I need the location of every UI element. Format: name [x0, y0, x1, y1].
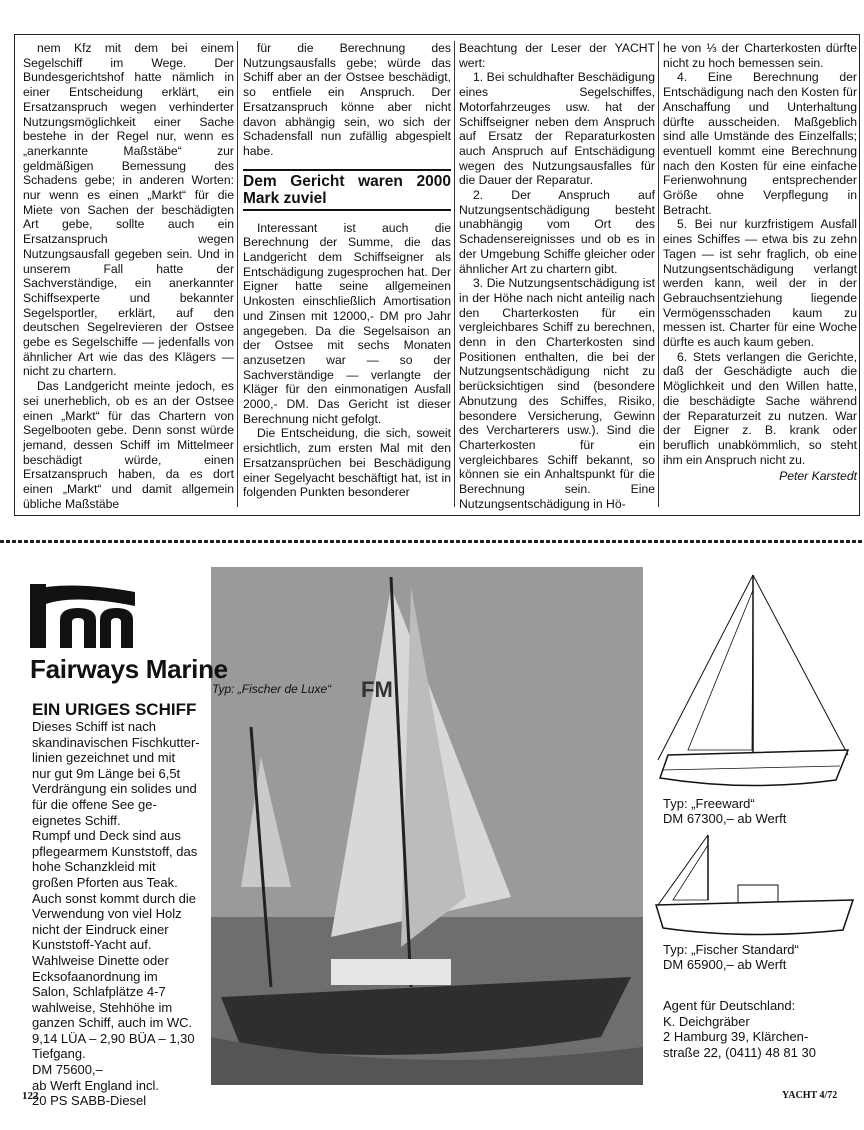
article-subheading: Dem Gericht waren 2000 Mark zuviel — [243, 169, 451, 211]
sailboat-photo — [211, 567, 643, 1085]
article-paragraph: für die Berechnung des Nutzungsausfalls gebe; würde das Schiff aber an der Ostsee beschädigt, so entfiele ein Anspruch. Der Ersatzanspruch könne aber nicht davon abhängig sein, wo sich der Schadensfall nun zufällig abgespielt habe. — [243, 41, 451, 158]
article-box — [14, 34, 860, 516]
column-rule — [454, 41, 455, 507]
brand-name: Fairways Marine — [30, 654, 228, 684]
svg-text:FM: FM — [361, 677, 393, 702]
article-paragraph: Das Landgericht meinte jedoch, es sei unerheblich, ob es an der Ostsee einen „Markt“ für das Chartern von Segelbooten gebe. Denn sonst würde jemand, dessen Schiff im Mittelmeer beschädigt würde, einen Ersatzanspruch haben, da es dort einen „Markt“ und damit allgemein übliche Maßstäbe — [23, 379, 234, 511]
section-divider — [0, 540, 864, 543]
article-column-4 — [663, 41, 857, 484]
article-column-3 — [459, 41, 655, 512]
article-paragraph: Die Entscheidung, die sich, soweit ersichtlich, zum ersten Mal mit den Ersatzansprüchen bei Beschädigung einer Segelyacht beschäftigt hat, ist in folgenden Punkten besonderer — [243, 426, 451, 500]
ad-description: Dieses Schiff ist nach skandinavischen Fischkutter- linien gezeichnet und mit nur gut 9m Länge bei 6,5t Verdrängung ein solides und für die offene See ge- eignetes Schiff. Rumpf und Deck sind aus pflegearmem Kunststoff, das hohe Schanzkleid mit großen Pforten aus Teak. Auch sonst kommt durch die Verwendung von viel Holz nicht der Eindruck einer Kunststoff-Yacht auf. Wahlweise Dinette oder Ecksofaanordnung im Salon, Schlafplätze 4-7 wahlweise, Stehhöhe im ganzen Schiff, auch im WC. 9,14 LÜA – 2,90 BÜA – 1,30 Tiefgang. DM 75600,– ab Werft England incl. 20 PS SABB-Diesel — [32, 719, 200, 1109]
article-paragraph: he von ⅓ der Charterkosten dürfte nicht zu hoch bemessen sein. — [663, 41, 857, 70]
article-paragraph: Beachtung der Leser der YACHT wert: — [459, 41, 655, 70]
agent-contact: Agent für Deutschland: K. Deichgräber 2 Hamburg 39, Klärchen- straße 22, (0411) 48 81 30 — [663, 998, 816, 1060]
fischer-standard-caption: Typ: „Fischer Standard“ DM 65900,– ab Werft — [663, 942, 799, 972]
ad-title: EIN URIGES SCHIFF — [32, 700, 197, 719]
article-column-1 — [23, 41, 234, 512]
article-paragraph: Interessant ist auch die Berechnung der Summe, die das Landgericht dem Schiffseigner als Entschädigung zugesprochen hat. Der Eigner hatte seine allgemeinen Unkosten einschließlich Amortisation und Zinsen mit 12000,- DM pro Jahr angegeben. Da die Segelsaison an der Ostsee mit sechs Monaten anzusetzen war — so der Sachverständige — verlangte der Kläger für den einmonatigen Ausfall 2000,- DM. Das Gericht ist dieser Berechnung nicht gefolgt. — [243, 220, 451, 426]
article-paragraph: 6. Stets verlangen die Gerichte, daß der Geschädigte auch die Möglichkeit und den Willen hatte, die beschädigte Sache während der Reparaturzeit zu nutzen. War der Eigner z. B. krank oder beruflich unabkömmlich, so steht ihm ein Anspruch nicht zu. — [663, 349, 857, 467]
column-rule — [658, 41, 659, 507]
page-number: 122 — [22, 1090, 39, 1102]
article-paragraph: 4. Eine Berechnung der Entschädigung nach den Kosten für Anschaffung und Unterhaltung dürfte ausscheiden. Maßgeblich sind alle Umstände des Einzelfalls; eventuell kommt eine Berechnung nach den Kosten für eine einfache Ferienwohnung entsprechender Größe ohne Verpflegung in Betracht. — [663, 70, 857, 217]
article-paragraph: nem Kfz mit dem bei einem Segelschiff im Wege. Der Bundesgerichtshof hatte nämlich in einer Entscheidung erklärt, ein Ersatzanspruch wegen verhinderter Nutzungsmöglichkeit einer Sache bestehe in der Regel nur, wenn es „anerkannte Maßstäbe“ zur geldmäßigen Bemessung des Schadens gebe; in anderen Worten: nur wenn es einen „Markt“ für die Miete von Sachen der beschädigten Art gebe, sollte auch ein Ersatzanspruch wegen Nutzungsausfall gegeben sein. Und in unserem Fall hatte der Sachverständige, ein anerkannter Schiffsexperte und bekannter Segelsportler, erklärt, auf den deutschen Segelrevieren der Ostsee gebe es Segelschiffe — jedenfalls von ähnlicher Art wie das des Klägers — nicht zu chartern. — [23, 41, 234, 379]
boat-type-tag: Typ: „Fischer de Luxe“ — [212, 682, 332, 696]
article-paragraph: 2. Der Anspruch auf Nutzungsentschädigung besteht unabhängig vom Ort des Schadensereignisses und ob es in der Umgebung Schiffe gleicher oder ähnlicher Art zu chartern gibt. — [459, 188, 655, 276]
article-paragraph: 5. Bei nur kurzfristigem Ausfall eines Schiffes — etwa bis zu zehn Tagen — ist sehr fraglich, ob eine Nutzungsentschädigung verlangt werden kann, weil der in der Gebrauchsentziehung liegende Vermögensschaden kaum zu messen ist. Charter für eine Woche dürfte es auch kaum geben. — [663, 217, 857, 350]
fairways-logo-icon — [30, 584, 135, 648]
article-paragraph: 3. Die Nutzungsentschädigung ist in der Höhe nach nicht anteilig nach den Charterkosten für ein vergleichbares Schiff zu berechnen, denn in den Charterkosten sind Positionen enthalten, die bei der Nutzungsentschädigung nicht zu berücksichtigen sind (besondere Abnutzung des Schiffes, Risiko, besondere Versicherung, Gewinn des Vercharterers usw.). Sind die Charterkosten für ein vergleichbares Schiff bekannt, so können sie ein Anhaltspunkt für die Berechnung sein. Eine Nutzungsentschädigung in Hö- — [459, 276, 655, 511]
column-rule — [237, 41, 238, 507]
freeward-drawing-icon — [648, 570, 858, 795]
article-author: Peter Karstedt — [779, 469, 857, 484]
fischer-standard-drawing-icon — [648, 830, 858, 940]
article-column-2 — [243, 41, 451, 500]
magazine-issue: YACHT 4/72 — [782, 1090, 838, 1101]
freeward-caption: Typ: „Freeward“ DM 67300,– ab Werft — [663, 796, 787, 826]
article-paragraph: 1. Bei schuldhafter Beschädigung eines Segelschiffes, Motorfahrzeuges usw. hat der Schiffseigner neben dem Anspruch auf Ersatz der Reparaturkosten auch Anspruch auf Entschädigung wegen des Nutzungsausfalles für die Dauer der Reparatur. — [459, 70, 655, 188]
